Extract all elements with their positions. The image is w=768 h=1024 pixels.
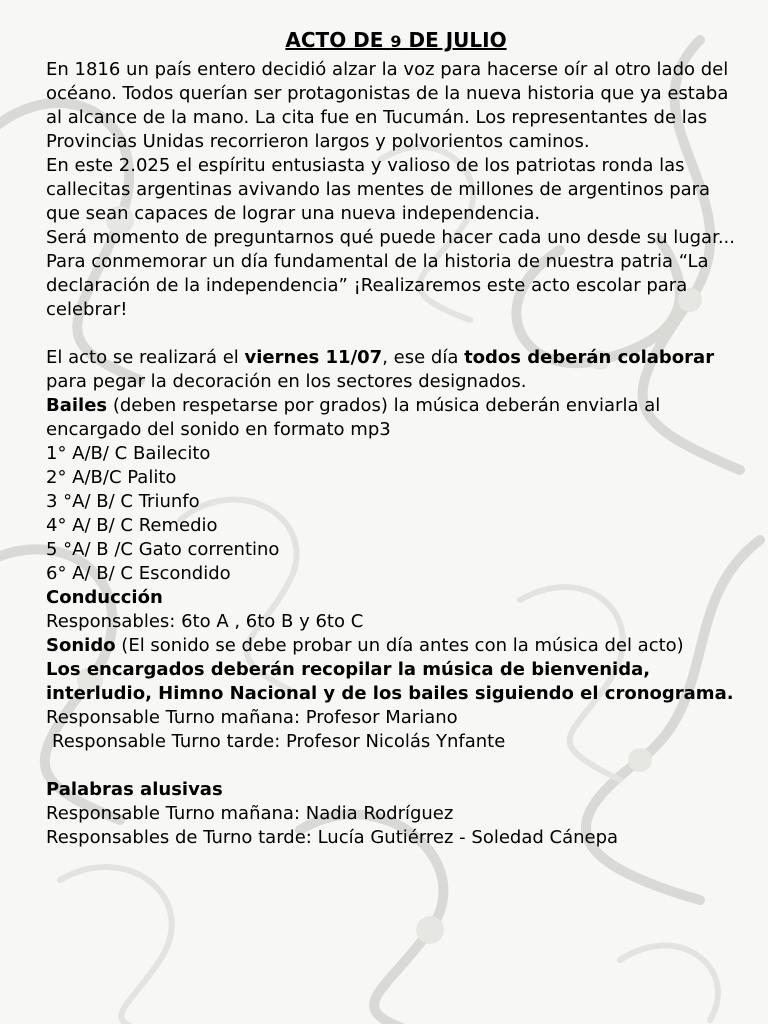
palabras-heading: Palabras alusivas [46, 779, 223, 800]
conduccion-responsables: Responsables: 6to A , 6to B y 6to C [46, 611, 364, 632]
title-prefix: ACTO DE [285, 28, 391, 52]
bailes-section: Bailes (deben respetarse por grados) la música deberán enviarla al encargado del sonido en formato mp3 [46, 395, 661, 440]
palabras-turno-manana: Responsable Turno mañana: Nadia Rodríguez [46, 803, 454, 824]
palabras-turno-tarde: Responsables de Turno tarde: Lucía Gutiérrez - Soledad Cánepa [46, 827, 619, 848]
intro-paragraph-3: Será momento de preguntarnos qué puede hacer cada uno desde su lugar... [46, 227, 736, 248]
intro-paragraph-4: Para conmemorar un día fundamental de la historia de nuestra patria “La declaración de la independencia” ¡Realizaremos este acto escolar para celebrar! [46, 251, 709, 320]
document-page [46, 26, 746, 850]
conduccion-heading: Conducción [46, 587, 163, 608]
document-title [46, 26, 746, 56]
baile-item: 5 °A/ B /C Gato correntino [46, 539, 280, 560]
sonido-bold-note: Los encargados deberán recopilar la música de bienvenida, interludio, Himno Nacional y de los bailes siguiendo el cronograma. [46, 659, 734, 704]
sonido-turno-tarde: Responsable Turno tarde: Profesor Nicolás Ynfante [52, 731, 506, 752]
baile-item: 1° A/B/ C Bailecito [46, 443, 211, 464]
title-number: 9 [390, 32, 402, 51]
baile-item: 6° A/ B/ C Escondido [46, 563, 231, 584]
intro-paragraph-2: En este 2.025 el espíritu entusiasta y valioso de los patriotas ronda las callecitas argentinas avivando las mentes de millones de argentinos para que sean capaces de lograr una nueva independencia. [46, 155, 711, 224]
intro-paragraph-1: En 1816 un país entero decidió alzar la voz para hacerse oír al otro lado del océano. Todos querían ser protagonistas de la nueva historia que ya estaba al alcance de la mano. La cita fue en Tucumán. Los representantes de las Provincias Unidas recorrieron largos y polvorientos caminos. [46, 59, 729, 152]
sonido-section: Sonido (El sonido se debe probar un día antes con la música del acto) [46, 635, 684, 656]
baile-item: 2° A/B/C Palito [46, 467, 177, 488]
baile-item: 4° A/ B/ C Remedio [46, 515, 218, 536]
title-suffix: DE JULIO [401, 28, 507, 52]
sonido-heading: Sonido [46, 635, 116, 656]
act-date: viernes 11/07 [244, 347, 383, 368]
bailes-heading: Bailes [46, 395, 108, 416]
sonido-turno-manana: Responsable Turno mañana: Profesor Mariano [46, 707, 458, 728]
act-info: El acto se realizará el viernes 11/07, ese día todos deberán colaborar para pegar la decoración en los sectores designados. [46, 347, 715, 392]
collab-note: todos deberán colaborar [464, 347, 715, 368]
baile-item: 3 °A/ B/ C Triunfo [46, 491, 200, 512]
